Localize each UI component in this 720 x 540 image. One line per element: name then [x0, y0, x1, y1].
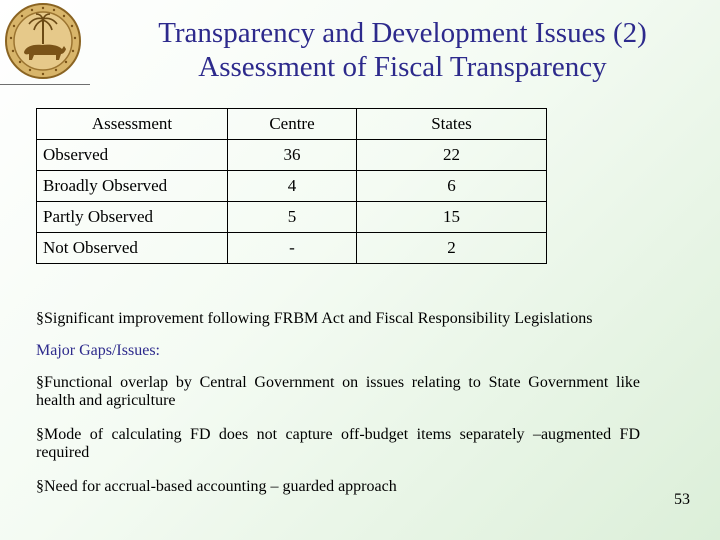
header-assessment: Assessment [37, 109, 228, 140]
row-states-value: 22 [357, 140, 547, 171]
bullet-point-functional-overlap: §Functional overlap by Central Government on issues relating to State Government like health and agriculture [36, 374, 640, 409]
table-row [37, 233, 547, 264]
assessment-table [36, 108, 547, 264]
row-label: Partly Observed [37, 202, 228, 233]
slide-title [95, 16, 710, 84]
major-gaps-heading: Major Gaps/Issues: [36, 342, 160, 359]
row-states-value: 6 [357, 171, 547, 202]
row-label: Observed [37, 140, 228, 171]
page-number: 53 [674, 491, 690, 508]
reserve-bank-logo [4, 2, 82, 80]
row-centre-value: 36 [228, 140, 357, 171]
bullet-point-fd-calculation: §Mode of calculating FD does not capture off-budget items separately –augmented FD required [36, 426, 640, 461]
logo-underline-divider [0, 84, 90, 85]
table-header-row [37, 109, 547, 140]
row-states-value: 15 [357, 202, 547, 233]
title-line-2: Assessment of Fiscal Transparency [198, 51, 607, 83]
table-row [37, 140, 547, 171]
slide-body [36, 310, 640, 496]
row-states-value: 2 [357, 233, 547, 264]
row-centre-value: 5 [228, 202, 357, 233]
bullet-point-improvement: §Significant improvement following FRBM Act and Fiscal Responsibility Legislations [36, 310, 593, 327]
bullet-point-accrual-accounting: §Need for accrual-based accounting – guarded approach [36, 478, 397, 495]
table-row [37, 171, 547, 202]
table-row [37, 202, 547, 233]
reserve-bank-emblem-icon [4, 2, 82, 80]
row-label: Not Observed [37, 233, 228, 264]
row-centre-value: 4 [228, 171, 357, 202]
row-label: Broadly Observed [37, 171, 228, 202]
row-centre-value: - [228, 233, 357, 264]
header-centre: Centre [228, 109, 357, 140]
header-states: States [357, 109, 547, 140]
title-line-1: Transparency and Development Issues (2) [158, 17, 647, 49]
